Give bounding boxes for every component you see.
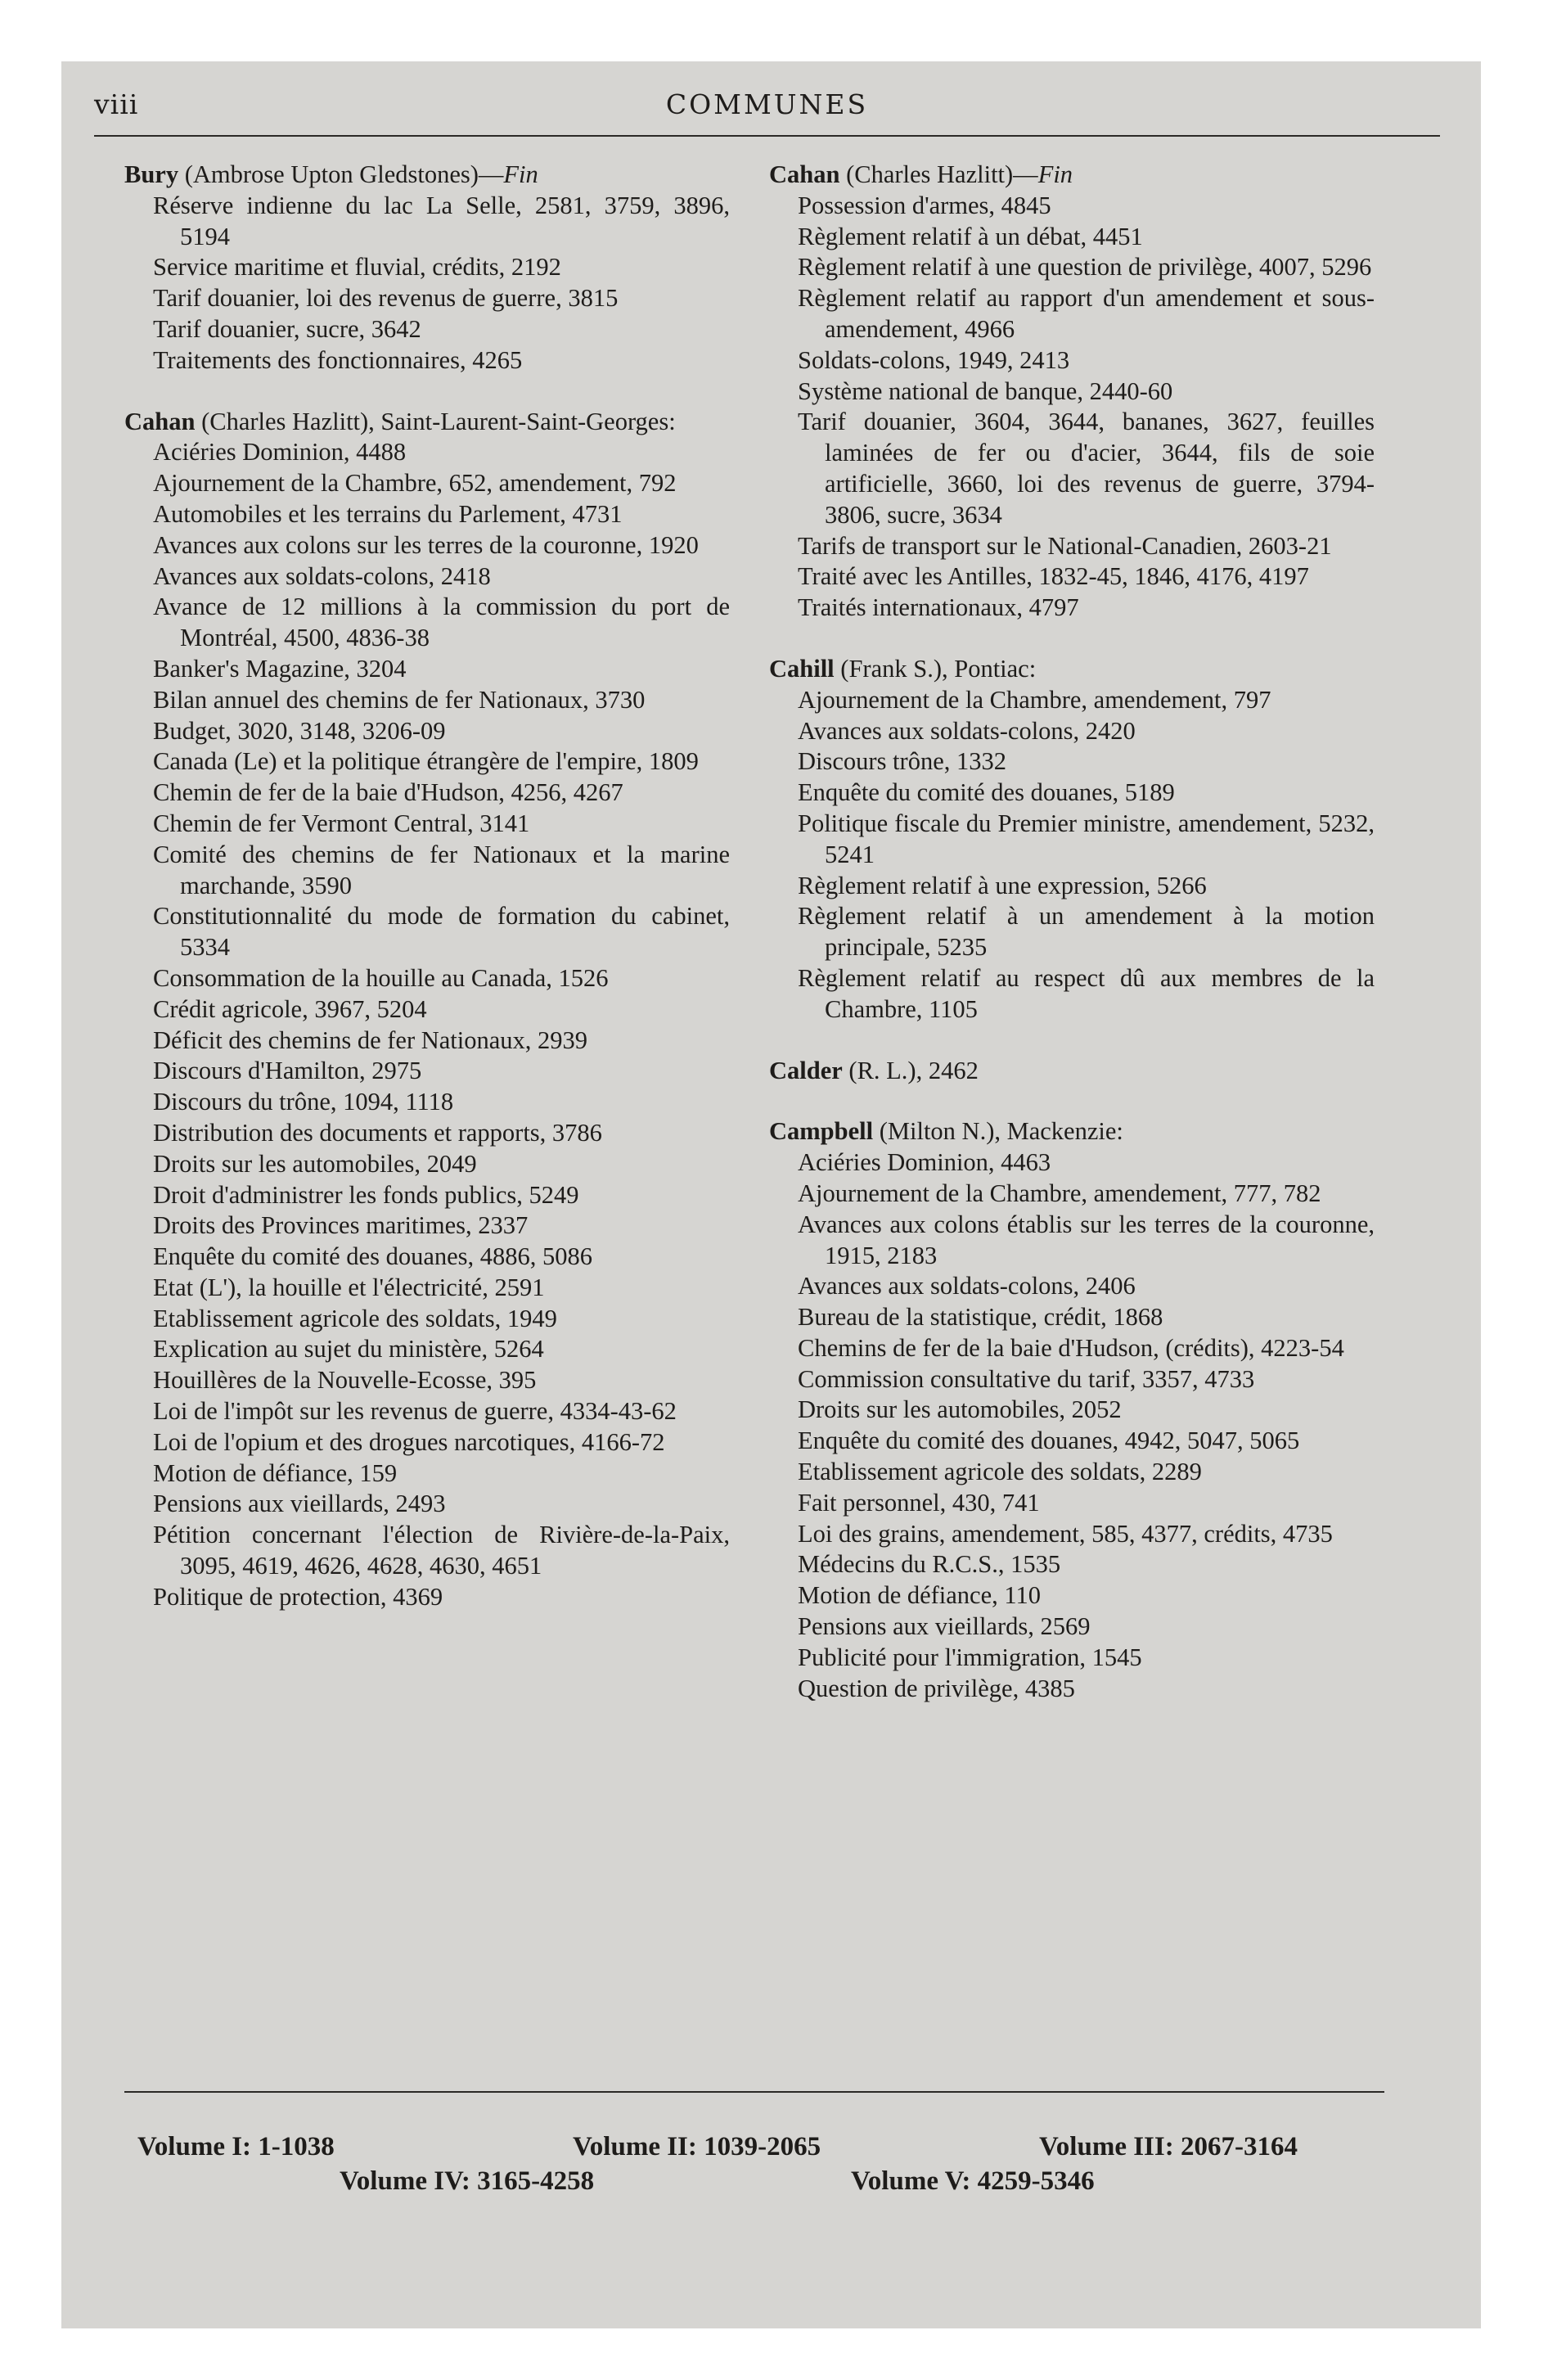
subject-reference: Déficit des chemins de fer Nationaux, 2939 [153, 1025, 588, 1054]
subject-reference: Règlement relatif à un débat, 4451 [798, 222, 1143, 250]
subject-reference: Règlement relatif à une question de privilège, 4007, 5296 [798, 253, 1372, 282]
member-name: Cahill [769, 654, 835, 683]
subject-reference: Discours du trône, 1094, 1118 [153, 1088, 454, 1116]
subject-reference: Budget, 3020, 3148, 3206-09 [153, 716, 446, 745]
subject-reference: Politique de protection, 4369 [153, 1582, 443, 1611]
subject-reference: Ajournement de la Chambre, amendement, 777, 782 [798, 1179, 1321, 1207]
subject-reference: Houillères de la Nouvelle-Ecosse, 395 [153, 1366, 537, 1395]
subject-reference: Enquête du comité des douanes, 5189 [798, 778, 1175, 807]
subject-reference: Loi des grains, amendement, 585, 4377, crédits, 4735 [798, 1519, 1333, 1548]
subject-reference: Tarifs de transport sur le National-Canadien, 2603-21 [798, 531, 1332, 560]
subject-reference: Consommation de la houille au Canada, 1526 [153, 963, 609, 992]
subject-reference: Règlement relatif au rapport d'un amendement et sous-amendement, 4966 [798, 284, 1375, 343]
entry-heading [769, 1056, 1375, 1087]
subject-reference: Etat (L'), la houille et l'électricité, 2591 [153, 1273, 545, 1301]
subject-reference: Enquête du comité des douanes, 4886, 5086 [153, 1242, 593, 1271]
subject-reference: Réserve indienne du lac La Selle, 2581, 3759, 3896, 5194 [153, 191, 730, 250]
subject-reference: Droits des Provinces maritimes, 2337 [153, 1211, 529, 1240]
entry-heading [769, 1116, 1375, 1147]
subject-reference: Politique fiscale du Premier ministre, amendement, 5232, 5241 [798, 809, 1375, 868]
subject-reference: Chemin de fer de la baie d'Hudson, 4256, 4267 [153, 778, 623, 807]
member-details: (Frank S.), Pontiac: [834, 654, 1037, 683]
subject-reference: Loi de l'impôt sur les revenus de guerre, 4334-43-62 [153, 1397, 677, 1426]
subject-reference: Commission consultative du tarif, 3357, 4733 [798, 1364, 1255, 1393]
subject-reference: Loi de l'opium et des drogues narcotiques, 4166-72 [153, 1427, 665, 1456]
subject-reference: Droits sur les automobiles, 2052 [798, 1395, 1122, 1424]
member-name: Bury [124, 160, 179, 188]
member-details: (Ambrose Upton Gledstones)— [178, 160, 504, 188]
subject-reference: Chemins de fer de la baie d'Hudson, (crédits), 4223-54 [798, 1333, 1344, 1362]
subject-reference: Fait personnel, 430, 741 [798, 1488, 1040, 1517]
footer-rule [124, 2091, 1384, 2093]
subject-reference: Règlement relatif à une expression, 5266 [798, 871, 1207, 899]
subject-reference: Publicité pour l'immigration, 1545 [798, 1643, 1142, 1671]
subject-reference: Pensions aux vieillards, 2493 [153, 1490, 446, 1518]
volume-2-range: Volume II: 1039-2065 [573, 2132, 821, 2161]
running-header [94, 88, 1440, 128]
subject-reference: Aciéries Dominion, 4488 [153, 438, 407, 467]
subject-reference: Canada (Le) et la politique étrangère de l'empire, 1809 [153, 747, 699, 776]
volume-3-range: Volume III: 2067-3164 [1039, 2132, 1298, 2161]
subject-reference: Service maritime et fluvial, crédits, 2192 [153, 253, 561, 282]
subject-reference: Médecins du R.C.S., 1535 [798, 1550, 1061, 1579]
subject-reference: Enquête du comité des douanes, 4942, 5047, 5065 [798, 1427, 1300, 1455]
subject-reference: Etablissement agricole des soldats, 2289 [798, 1458, 1202, 1486]
subject-reference: Distribution des documents et rapports, 3786 [153, 1118, 602, 1147]
continuation-marker: Fin [503, 160, 538, 188]
subject-reference: Tarif douanier, loi des revenus de guerre, 3815 [153, 284, 619, 313]
entry-heading [769, 654, 1375, 685]
subject-reference: Avances aux soldats-colons, 2418 [153, 561, 491, 590]
member-details: (R. L.), 2462 [842, 1056, 979, 1084]
entry-heading [124, 160, 730, 191]
subject-reference: Possession d'armes, 4845 [798, 191, 1051, 219]
subject-reference: Bureau de la statistique, crédit, 1868 [798, 1303, 1163, 1332]
subject-reference: Droit d'administrer les fonds publics, 5249 [153, 1180, 579, 1209]
subject-reference: Motion de défiance, 110 [798, 1581, 1042, 1610]
subject-reference: Traité avec les Antilles, 1832-45, 1846, 4176, 4197 [798, 562, 1309, 591]
subject-reference: Chemin de fer Vermont Central, 3141 [153, 809, 530, 837]
continuation-marker: Fin [1037, 160, 1073, 188]
subject-reference: Ajournement de la Chambre, amendement, 797 [798, 685, 1271, 714]
subject-reference: Crédit agricole, 3967, 5204 [153, 994, 427, 1023]
member-details: (Charles Hazlitt)— [839, 160, 1038, 188]
subject-reference: Droits sur les automobiles, 2049 [153, 1149, 477, 1178]
member-name: Calder [769, 1056, 843, 1084]
subject-reference: Soldats-colons, 1949, 2413 [798, 345, 1070, 374]
subject-reference: Avance de 12 millions à la commission du port de Montréal, 4500, 4836-38 [153, 593, 730, 652]
subject-reference: Aciéries Dominion, 4463 [798, 1148, 1051, 1177]
subject-reference: Pensions aux vieillards, 2569 [798, 1612, 1091, 1641]
member-name: Cahan [769, 160, 840, 188]
index-entry [769, 1056, 1375, 1087]
subject-reference: Traités internationaux, 4797 [798, 593, 1079, 622]
subject-reference: Question de privilège, 4385 [798, 1674, 1075, 1702]
index-entry [769, 1116, 1375, 1704]
subject-reference: Tarif douanier, 3604, 3644, bananes, 3627, feuilles laminées de fer ou d'acier, 3644, fils de soie artificielle, 3660, loi des revenus de guerre, 3794-3806, sucre, 3634 [798, 408, 1375, 529]
subject-reference: Système national de banque, 2440-60 [798, 376, 1173, 405]
subject-reference: Règlement relatif à un amendement à la motion principale, 5235 [798, 902, 1375, 962]
index-entry [124, 407, 730, 1613]
right-column [769, 160, 1375, 1734]
subject-reference: Règlement relatif au respect dû aux membres de la Chambre, 1105 [798, 963, 1375, 1023]
index-entry [124, 160, 730, 376]
page-number: viii [94, 88, 139, 120]
subject-reference: Traitements des fonctionnaires, 4265 [153, 345, 523, 374]
subject-reference: Banker's Magazine, 3204 [153, 654, 407, 683]
member-name: Campbell [769, 1117, 874, 1146]
subject-reference: Avances aux colons sur les terres de la couronne, 1920 [153, 530, 699, 559]
subject-reference: Motion de défiance, 159 [153, 1458, 398, 1487]
volume-5-range: Volume V: 4259-5346 [851, 2166, 1095, 2196]
subject-reference: Comité des chemins de fer Nationaux et la marine marchande, 3590 [153, 840, 730, 899]
subject-reference: Ajournement de la Chambre, 652, amendement, 792 [153, 469, 677, 498]
subject-reference: Etablissement agricole des soldats, 1949 [153, 1304, 557, 1332]
header-rule [94, 135, 1440, 137]
running-title: COMMUNES [665, 88, 869, 120]
subject-reference: Bilan annuel des chemins de fer Nationaux, 3730 [153, 685, 646, 714]
volume-index-footer [131, 2130, 1383, 2198]
entry-heading [769, 160, 1375, 191]
member-name: Cahan [124, 407, 196, 435]
index-entry [769, 160, 1375, 624]
member-details: (Charles Hazlitt), Saint-Laurent-Saint-Georges: [195, 407, 676, 435]
volume-1-range: Volume I: 1-1038 [137, 2132, 335, 2161]
entry-heading [124, 407, 730, 438]
subject-reference: Automobiles et les terrains du Parlement, 4731 [153, 499, 623, 528]
subject-reference: Discours trône, 1332 [798, 747, 1006, 776]
subject-reference: Tarif douanier, sucre, 3642 [153, 314, 421, 343]
subject-reference: Explication au sujet du ministère, 5264 [153, 1335, 544, 1364]
subject-reference: Avances aux colons établis sur les terres de la couronne, 1915, 2183 [798, 1210, 1375, 1269]
member-details: (Milton N.), Mackenzie: [873, 1117, 1123, 1146]
index-entry [769, 654, 1375, 1025]
subject-reference: Discours d'Hamilton, 2975 [153, 1057, 422, 1085]
volume-4-range: Volume IV: 3165-4258 [340, 2166, 595, 2196]
left-column [124, 160, 730, 1643]
subject-reference: Pétition concernant l'élection de Rivière-de-la-Paix, 3095, 4619, 4626, 4628, 4630, 4651 [153, 1521, 730, 1580]
subject-reference: Avances aux soldats-colons, 2420 [798, 716, 1136, 745]
subject-reference: Avances aux soldats-colons, 2406 [798, 1272, 1136, 1300]
subject-reference: Constitutionnalité du mode de formation du cabinet, 5334 [153, 902, 730, 962]
